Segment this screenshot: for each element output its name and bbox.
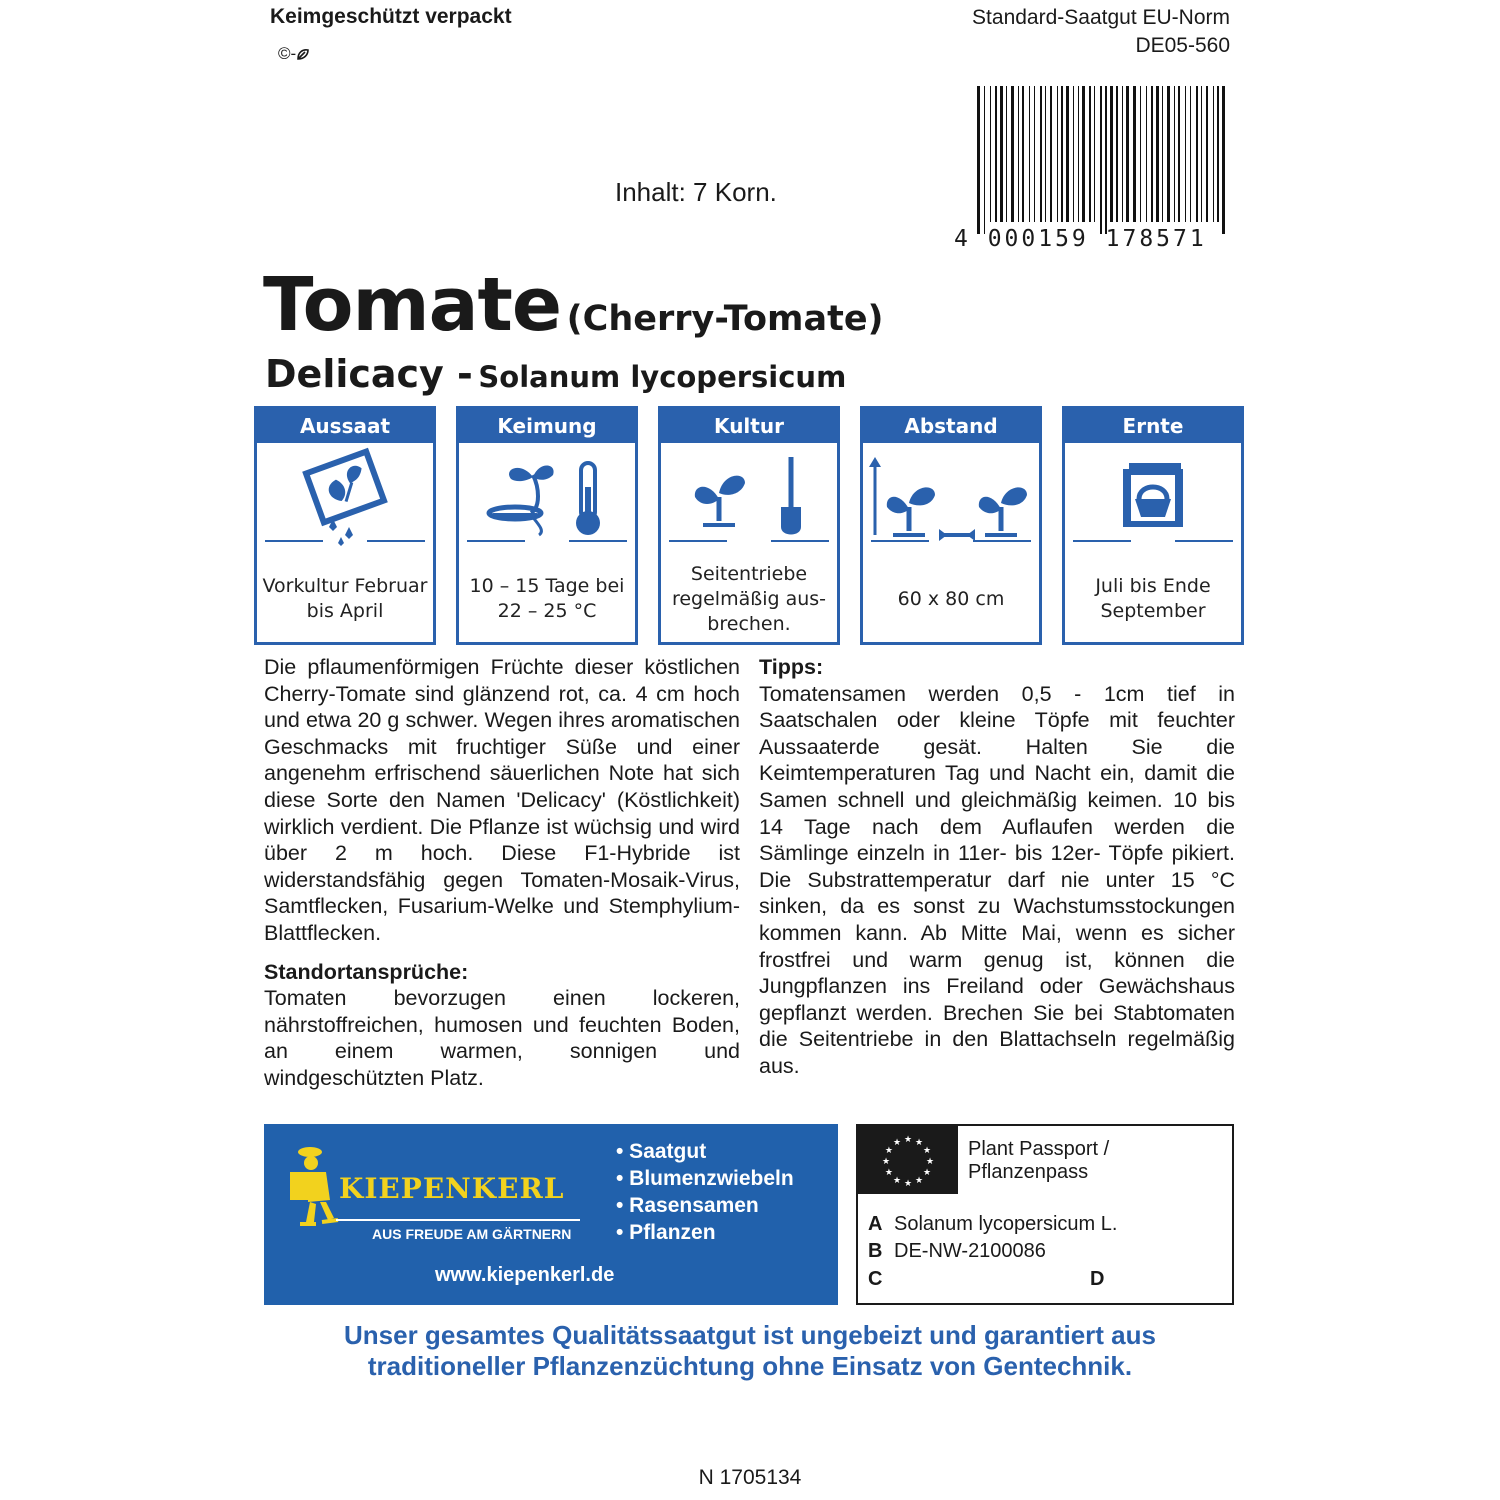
eu-star-icon: ★	[881, 1156, 891, 1166]
barcode-bar	[1000, 86, 1003, 222]
info-box-text: 10 – 15 Tage bei 22 – 25 °C	[469, 575, 625, 622]
passport-title-line: Plant Passport /	[968, 1138, 1110, 1160]
barcode	[975, 86, 1230, 234]
barcode-bar	[1029, 86, 1030, 222]
barcode-bar	[1213, 86, 1214, 222]
barcode-bar	[1050, 86, 1052, 222]
eu-flag-icon	[858, 1126, 958, 1194]
eu-star-icon: ★	[914, 1136, 924, 1147]
barcode-bar	[1140, 86, 1141, 222]
passport-row-a	[868, 1213, 1117, 1236]
separator	[973, 540, 1031, 542]
plant-spade-icon	[661, 447, 837, 547]
tips-column	[759, 654, 1235, 1080]
passport-value: DE-NW-2100086	[894, 1240, 1046, 1262]
quality-note-line: traditioneller Pflanzenzüchtung ohne Einsatz von Gentechnik.	[367, 1351, 1133, 1381]
barcode-bar	[1185, 86, 1186, 222]
barcode-bar	[1190, 86, 1191, 222]
category-item: • Pflanzen	[616, 1221, 716, 1244]
info-box-text: Seitentriebe regelmäßig aus-brechen.	[671, 562, 827, 635]
separator	[265, 540, 323, 542]
quality-note	[0, 1320, 1500, 1382]
barcode-bar	[1105, 86, 1107, 234]
barcode-bar	[1126, 86, 1129, 222]
standard-label: Standard-Saatgut EU-Norm	[972, 6, 1230, 29]
barcode-bar	[1110, 86, 1113, 222]
passport-label: A	[868, 1213, 883, 1235]
barcode-bar	[1078, 86, 1079, 222]
variety-line	[265, 352, 846, 396]
harvest-basket-icon	[1065, 447, 1241, 547]
eu-star-icon: ★	[903, 1178, 913, 1188]
category-item: • Saatgut	[616, 1140, 707, 1163]
location-text: Tomaten bevorzugen einen lockeren, nährstoffreichen, humosen und feuchten Boden, an einem warmen, sonnigen und windgeschützten Platz.	[264, 986, 740, 1090]
barcode-bar	[1034, 86, 1035, 222]
germination-thermometer-icon	[459, 447, 635, 547]
brand-name: KIEPENKERL	[339, 1172, 565, 1205]
barcode-bar	[1006, 86, 1007, 222]
info-box-abstand	[860, 406, 1042, 645]
latin-name: Solanum lycopersicum	[478, 360, 847, 394]
package-content: Inhalt: 7 Korn.	[615, 177, 777, 207]
info-box-ernte	[1062, 406, 1244, 645]
product-title	[263, 262, 884, 348]
barcode-digits: 4 000159 178571	[954, 226, 1207, 252]
passport-title-line: Pflanzenpass	[968, 1161, 1089, 1183]
tips-heading: Tipps:	[759, 655, 824, 679]
copyright-text: ©-	[278, 44, 297, 63]
separator	[669, 540, 727, 542]
barcode-bar	[1146, 86, 1147, 222]
barcode-bar	[1167, 86, 1170, 222]
category-item: • Blumenzwiebeln	[616, 1167, 794, 1190]
eu-star-icon: ★	[903, 1134, 913, 1144]
barcode-bar	[1045, 86, 1046, 222]
info-box-heading: Aussaat	[257, 409, 433, 443]
quality-note-line: Unser gesamtes Qualitätssaatgut ist ungebeizt und garantiert aus	[344, 1320, 1156, 1350]
standard-info	[972, 4, 1230, 60]
separator	[1175, 540, 1233, 542]
eu-star-icon: ★	[892, 1175, 902, 1186]
kiepenkerl-mascot-icon	[286, 1146, 340, 1228]
passport-label: D	[1090, 1268, 1105, 1290]
eu-star-icon: ★	[925, 1156, 935, 1166]
barcode-bar	[1196, 86, 1198, 222]
eu-star-icon: ★	[892, 1136, 902, 1147]
eu-star-icon: ★	[884, 1145, 893, 1155]
tips-text: Tomatensamen werden 0,5 - 1cm tief in Saatschalen oder kleine Töpfe mit feuchter Aussaaterde gesät. Halten Sie die Keimtemperaturen Tag und Nacht ein, damit die Samen schnell und gleichmäßig keimen. 10 bis 14 Tage nach dem Auflaufen werden die Sämlinge einzeln in 11er- bis 12er- Töpfe pikiert. Die Substrattemperatur darf nie unter 15 °C sinken, da es sonst zu Wachstumsstockungen kommen kann. Ab Mitte Mai, wenn es sicher frostfrei und warm genug ist, können die Jungpflanzen ins Freiland oder Gewächshaus gepflanzt werden. Brechen Sie bei Stabtomaten die Seitentriebe in den Blattachseln regelmäßig aus.	[759, 681, 1235, 1078]
info-box-aussaat	[254, 406, 436, 645]
barcode-bar	[1011, 86, 1014, 222]
barcode-bar	[1206, 86, 1208, 222]
plant-passport	[856, 1124, 1234, 1305]
separator	[569, 540, 627, 542]
passport-label: C	[868, 1268, 883, 1290]
website-link[interactable]: www.kiepenkerl.de	[435, 1264, 615, 1286]
barcode-bar	[995, 86, 997, 222]
product-name: Tomate	[263, 262, 562, 348]
separator	[367, 540, 425, 542]
barcode-bar	[1018, 86, 1019, 222]
eu-star-icon: ★	[923, 1145, 932, 1155]
barcode-bar	[1156, 86, 1159, 222]
passport-row-c	[868, 1268, 894, 1291]
eu-star-icon: ★	[884, 1167, 893, 1177]
category-item: • Rasensamen	[616, 1194, 759, 1217]
separator	[467, 540, 525, 542]
barcode-bar	[1133, 86, 1136, 222]
barcode-bar	[1089, 86, 1091, 222]
info-box-kultur	[658, 406, 840, 645]
eu-star-icon: ★	[923, 1167, 932, 1177]
footer-code: N 1705134	[698, 1466, 802, 1489]
product-categories	[616, 1138, 794, 1246]
info-box-text: Juli bis Ende September	[1095, 575, 1211, 622]
description-text: Die pflaumenförmigen Früchte dieser köstlichen Cherry-Tomate sind glänzend rot, ca. 4 cm hoch und etwa 20 g schwer. Wegen ihres aromatischen Geschmacks mit fruchtiger Süße und einer angenehm erfrischend säuerlichen Note hat sich diese Sorte den Namen 'Delicacy' (Köstlichkeit) wirklich verdient. Die Pflanze ist wüchsig und wird über 2 m hoch. Diese F1-Hybride ist widerstandsfähig gegen Tomaten-Mosaik-Virus, Samtflecken, Fusarium-Welke und Stemphylium-Blattflecken.	[264, 655, 740, 945]
location-heading: Standortansprüche:	[264, 959, 469, 984]
description-column	[264, 654, 740, 1092]
passport-title	[968, 1138, 1109, 1184]
standard-code: DE05-560	[1135, 34, 1230, 57]
separator	[871, 540, 929, 542]
seed-packet-icon	[257, 447, 433, 547]
germ-protected-label: Keimgeschützt verpackt	[270, 5, 512, 28]
passport-value: Solanum lycopersicum L.	[894, 1213, 1118, 1235]
barcode-bar	[1100, 86, 1102, 234]
brand-underline	[336, 1219, 580, 1221]
passport-row-b	[868, 1240, 1046, 1263]
barcode-bar	[1222, 86, 1225, 234]
barcode-bar	[1040, 86, 1042, 222]
barcode-bar	[1162, 86, 1163, 222]
barcode-bar	[1217, 86, 1219, 222]
barcode-bar	[1201, 86, 1202, 222]
copyright-mark	[278, 44, 310, 64]
separator	[1073, 540, 1131, 542]
barcode-bar	[1116, 86, 1118, 222]
info-box-heading: Kultur	[661, 409, 837, 443]
barcode-bar	[1061, 86, 1063, 222]
info-box-text: 60 x 80 cm	[897, 587, 1005, 610]
barcode-bar	[984, 86, 985, 234]
product-type: (Cherry-Tomate)	[566, 299, 884, 339]
barcode-bar	[1094, 86, 1095, 222]
spacing-icon	[863, 447, 1039, 547]
info-box-heading: Abstand	[863, 409, 1039, 443]
barcode-bar	[1082, 86, 1085, 222]
passport-row-d	[1090, 1268, 1116, 1291]
barcode-bar	[1022, 86, 1024, 222]
barcode-bar	[1066, 86, 1069, 222]
barcode-bar	[1174, 86, 1175, 222]
passport-label: B	[868, 1240, 883, 1262]
info-box-text: Vorkultur Februar bis April	[262, 575, 428, 622]
variety-name: Delicacy -	[265, 352, 473, 396]
leaf-icon	[296, 48, 310, 60]
barcode-bar	[1122, 86, 1123, 222]
barcode-bar	[990, 86, 991, 222]
info-box-heading: Keimung	[459, 409, 635, 443]
info-box-heading: Ernte	[1065, 409, 1241, 443]
barcode-bar	[1178, 86, 1180, 222]
brand-tagline: AUS FREUDE AM GÄRTNERN	[372, 1226, 572, 1242]
separator	[771, 540, 829, 542]
info-box-keimung	[456, 406, 638, 645]
barcode-bar	[1057, 86, 1058, 222]
eu-star-icon: ★	[914, 1175, 924, 1186]
barcode-bar	[977, 86, 980, 234]
barcode-bar	[1151, 86, 1153, 222]
barcode-bar	[1073, 86, 1074, 222]
